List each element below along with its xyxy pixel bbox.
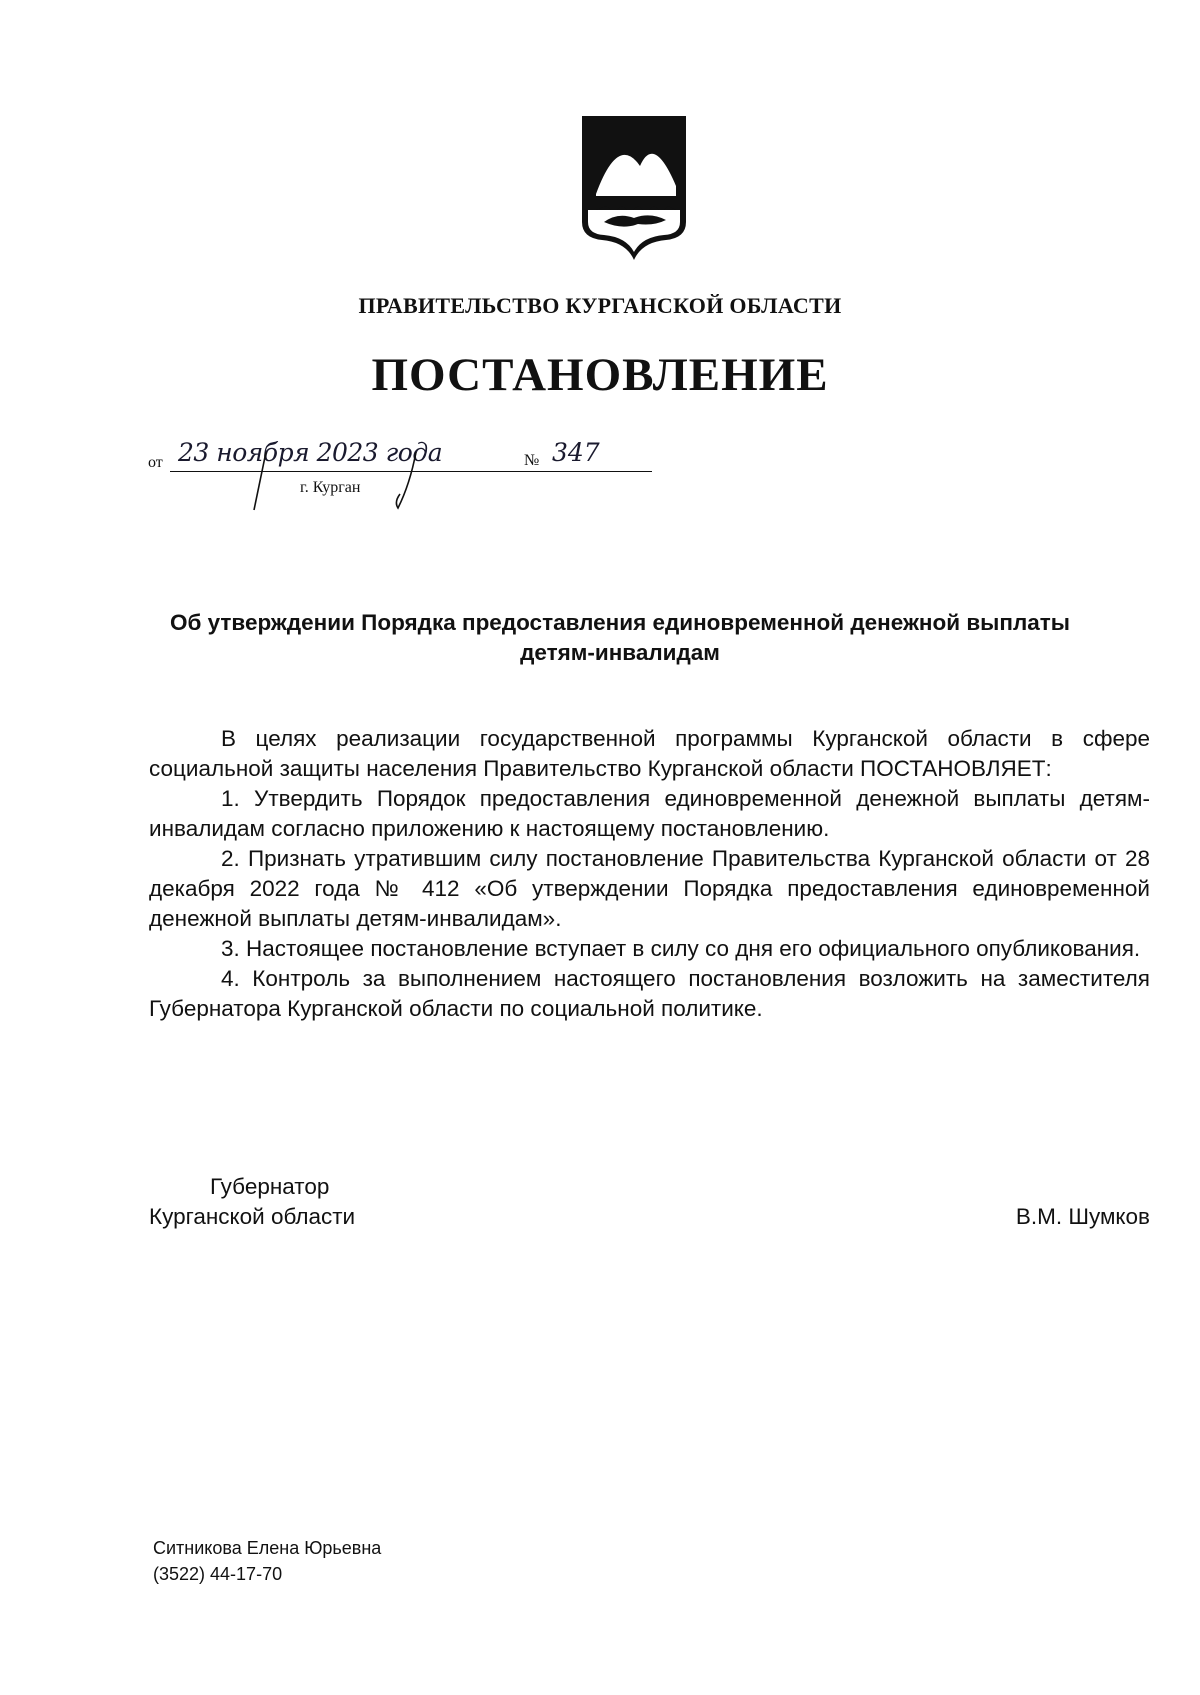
body-item: 1. Утвердить Порядок предоставления единовременной денежной выплаты детям-инвалидам согласно приложению к настоящему постановлению. bbox=[149, 786, 1150, 841]
document-body bbox=[149, 724, 1150, 1024]
date-number-line bbox=[148, 438, 668, 514]
document-type-heading: ПОСТАНОВЛЕНИЕ bbox=[371, 349, 829, 401]
handwriting-strokes bbox=[148, 444, 668, 514]
contact-block bbox=[153, 1535, 381, 1587]
preamble-paragraph: В целях реализации государственной программы Курганской области в сфере социальной защиты населения Правительство Курганской области ПОСТАНОВЛЯЕТ: bbox=[149, 726, 1150, 781]
signatory-position-line1: Губернатор bbox=[210, 1174, 330, 1199]
body-item: 3. Настоящее постановление вступает в силу со дня его официального опубликования. bbox=[221, 936, 1141, 961]
handwritten-date: 23 ноября 2023 года bbox=[178, 438, 443, 467]
issuing-authority: ПРАВИТЕЛЬСТВО КУРГАНСКОЙ ОБЛАСТИ bbox=[358, 293, 842, 318]
signatory-name: В.М. Шумков bbox=[1015, 1204, 1150, 1229]
body-item: 4. Контроль за выполнением настоящего постановления возложить на заместителя Губернатора Курганской области по социальной политике. bbox=[149, 966, 1150, 1021]
document-title: Об утверждении Порядка предоставления единовременной денежной выплаты детям-инвалидам bbox=[169, 610, 1071, 665]
coat-of-arms-icon bbox=[578, 114, 690, 264]
city-label: г. Курган bbox=[300, 479, 361, 496]
contact-phone: (3522) 44-17-70 bbox=[153, 1564, 283, 1584]
contact-name: Ситникова Елена Юрьевна bbox=[153, 1538, 382, 1558]
from-label: от bbox=[148, 454, 163, 471]
signatory-position-line2: Курганской области bbox=[149, 1204, 356, 1229]
signature-block bbox=[149, 1172, 1150, 1232]
body-item: 2. Признать утратившим силу постановление Правительства Курганской области от 28 декабря 2022 года № 412 «Об утверждении Порядка предоставления единовременной денежной выплаты детям-инвалидам». bbox=[149, 846, 1150, 931]
number-label: № bbox=[520, 452, 543, 470]
handwritten-number: 347 bbox=[552, 438, 600, 467]
